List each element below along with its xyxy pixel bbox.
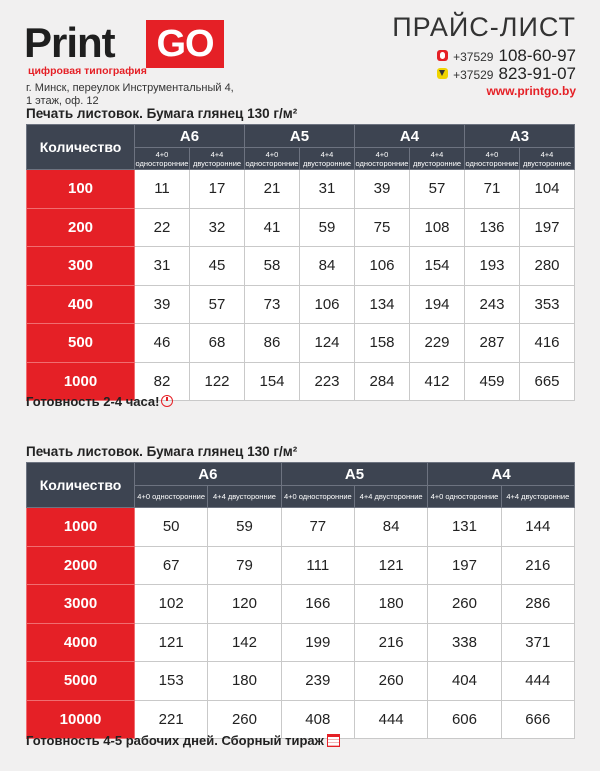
format-header: A4 [428, 463, 575, 486]
price-cell: 197 [520, 208, 575, 247]
price-cell: 39 [355, 170, 410, 209]
single-sided-header: 4+0 односторонние [135, 486, 208, 508]
price-cell: 50 [135, 508, 208, 547]
price-cell: 286 [501, 585, 574, 624]
phone2-code: +37529 [453, 68, 494, 82]
price-cell: 59 [300, 208, 355, 247]
format-header: A3 [465, 125, 575, 148]
price-cell: 11 [135, 170, 190, 209]
price-cell: 606 [428, 700, 501, 739]
price-cell: 158 [355, 324, 410, 363]
price-cell: 134 [355, 285, 410, 324]
format-header: A5 [281, 463, 428, 486]
price-cell: 280 [520, 247, 575, 286]
price-cell: 22 [135, 208, 190, 247]
price-cell: 108 [410, 208, 465, 247]
price-cell: 59 [208, 508, 281, 547]
logo-go-badge: GO [146, 20, 224, 68]
price-cell: 260 [208, 700, 281, 739]
price-cell: 131 [428, 508, 501, 547]
table-row [27, 324, 575, 363]
price-cell: 39 [135, 285, 190, 324]
mts-operator-icon [437, 50, 448, 61]
price-cell: 221 [135, 700, 208, 739]
table-row [27, 546, 575, 585]
price-cell: 193 [465, 247, 520, 286]
price-cell: 86 [245, 324, 300, 363]
price-table-1 [26, 124, 575, 401]
price-cell: 243 [465, 285, 520, 324]
price-cell: 120 [208, 585, 281, 624]
double-sided-header: 4+4 двусторонние [208, 486, 281, 508]
qty-cell: 2000 [27, 546, 135, 585]
format-header: A6 [135, 463, 282, 486]
table-row [27, 585, 575, 624]
price-table-2 [26, 462, 575, 739]
price-cell: 216 [354, 623, 427, 662]
price-cell: 353 [520, 285, 575, 324]
price-cell: 21 [245, 170, 300, 209]
price-cell: 416 [520, 324, 575, 363]
price-cell: 459 [465, 362, 520, 401]
price-cell: 665 [520, 362, 575, 401]
price-cell: 223 [300, 362, 355, 401]
address [26, 82, 234, 108]
price-cell: 144 [501, 508, 574, 547]
price-cell: 111 [281, 546, 354, 585]
table1-note-text: Готовность 2-4 часа! [26, 394, 160, 409]
price-cell: 180 [208, 662, 281, 701]
price-cell: 46 [135, 324, 190, 363]
qty-header: Количество [27, 125, 135, 170]
format-header: A5 [245, 125, 355, 148]
price-cell: 197 [428, 546, 501, 585]
price-cell: 444 [501, 662, 574, 701]
price-cell: 404 [428, 662, 501, 701]
format-header: A4 [355, 125, 465, 148]
phone-mts[interactable] [437, 46, 576, 64]
website-link[interactable]: www.printgo.by [486, 84, 576, 98]
price-cell: 77 [281, 508, 354, 547]
price-list-title: ПРАЙС-ЛИСТ [392, 12, 576, 42]
address-line1: г. Минск, переулок Инструментальный 4, [26, 82, 234, 94]
price-cell: 154 [245, 362, 300, 401]
qty-cell: 10000 [27, 700, 135, 739]
price-cell: 153 [135, 662, 208, 701]
price-cell: 287 [465, 324, 520, 363]
price-cell: 84 [300, 247, 355, 286]
price-cell: 57 [410, 170, 465, 209]
price-cell: 32 [190, 208, 245, 247]
address-line2: 1 этаж, оф. 12 [26, 95, 99, 107]
table2-title: Печать листовок. Бумага глянец 130 г/м² [26, 444, 298, 459]
price-cell: 106 [355, 247, 410, 286]
qty-cell: 3000 [27, 585, 135, 624]
price-cell: 180 [354, 585, 427, 624]
price-cell: 68 [190, 324, 245, 363]
price-cell: 57 [190, 285, 245, 324]
price-cell: 412 [410, 362, 465, 401]
double-sided-header: 4+4 двусторонние [190, 148, 245, 170]
price-cell: 75 [355, 208, 410, 247]
price-cell: 166 [281, 585, 354, 624]
price-cell: 408 [281, 700, 354, 739]
single-sided-header: 4+0 односторонние [281, 486, 354, 508]
price-cell: 284 [355, 362, 410, 401]
double-sided-header: 4+4 двусторонние [354, 486, 427, 508]
price-cell: 102 [135, 585, 208, 624]
phone2-number: 823-91-07 [498, 64, 576, 83]
qty-cell: 200 [27, 208, 135, 247]
qty-cell: 5000 [27, 662, 135, 701]
price-cell: 154 [410, 247, 465, 286]
price-cell: 229 [410, 324, 465, 363]
qty-cell: 4000 [27, 623, 135, 662]
logo-subtitle: цифровая типография [28, 65, 147, 77]
format-header: A6 [135, 125, 245, 148]
double-sided-header: 4+4 двусторонние [520, 148, 575, 170]
table2-note [26, 733, 340, 748]
price-cell: 41 [245, 208, 300, 247]
logo-print-text: Print [24, 19, 115, 66]
table1-note [26, 394, 173, 409]
price-cell: 31 [135, 247, 190, 286]
price-cell: 239 [281, 662, 354, 701]
single-sided-header: 4+0 односторонние [355, 149, 409, 168]
phone1-code: +37529 [453, 50, 494, 64]
double-sided-header: 4+4 двусторонние [410, 148, 465, 170]
calendar-icon [327, 734, 340, 747]
price-cell: 124 [300, 324, 355, 363]
price-cell: 73 [245, 285, 300, 324]
price-cell: 79 [208, 546, 281, 585]
price-cell: 666 [501, 700, 574, 739]
price-cell: 106 [300, 285, 355, 324]
price-cell: 260 [354, 662, 427, 701]
table-row [27, 623, 575, 662]
price-cell: 58 [245, 247, 300, 286]
single-sided-header: 4+0 односторонние [465, 149, 519, 168]
stopwatch-icon [161, 395, 173, 407]
single-sided-header: 4+0 односторонние [428, 486, 501, 508]
qty-cell: 1000 [27, 508, 135, 547]
price-cell: 71 [465, 170, 520, 209]
single-sided-header: 4+0 односторонние [245, 149, 299, 168]
price-cell: 82 [135, 362, 190, 401]
price-cell: 371 [501, 623, 574, 662]
price-cell: 338 [428, 623, 501, 662]
qty-cell: 1000 [27, 362, 135, 401]
table-row [27, 247, 575, 286]
phone1-number: 108-60-97 [498, 46, 576, 65]
price-cell: 216 [501, 546, 574, 585]
price-cell: 67 [135, 546, 208, 585]
price-cell: 17 [190, 170, 245, 209]
price-cell: 142 [208, 623, 281, 662]
qty-cell: 400 [27, 285, 135, 324]
double-sided-header: 4+4 двусторонние [501, 486, 574, 508]
table-row [27, 285, 575, 324]
price-cell: 104 [520, 170, 575, 209]
single-sided-header: 4+0 односторонние [135, 149, 189, 168]
price-cell: 121 [135, 623, 208, 662]
price-cell: 444 [354, 700, 427, 739]
price-cell: 31 [300, 170, 355, 209]
table-row [27, 662, 575, 701]
velcom-operator-icon [437, 68, 448, 79]
price-cell: 194 [410, 285, 465, 324]
table-row [27, 508, 575, 547]
price-cell: 84 [354, 508, 427, 547]
table-row [27, 170, 575, 209]
phone-velcom[interactable] [437, 64, 576, 82]
qty-cell: 100 [27, 170, 135, 209]
qty-cell: 500 [27, 324, 135, 363]
table1-title: Печать листовок. Бумага глянец 130 г/м² [26, 106, 298, 121]
double-sided-header: 4+4 двусторонние [300, 148, 355, 170]
table2-note-text: Готовность 4-5 рабочих дней. Сборный тираж [26, 733, 324, 748]
qty-header: Количество [27, 463, 135, 508]
table-row [27, 208, 575, 247]
price-cell: 121 [354, 546, 427, 585]
price-cell: 45 [190, 247, 245, 286]
price-cell: 199 [281, 623, 354, 662]
price-cell: 122 [190, 362, 245, 401]
price-cell: 260 [428, 585, 501, 624]
qty-cell: 300 [27, 247, 135, 286]
price-cell: 136 [465, 208, 520, 247]
